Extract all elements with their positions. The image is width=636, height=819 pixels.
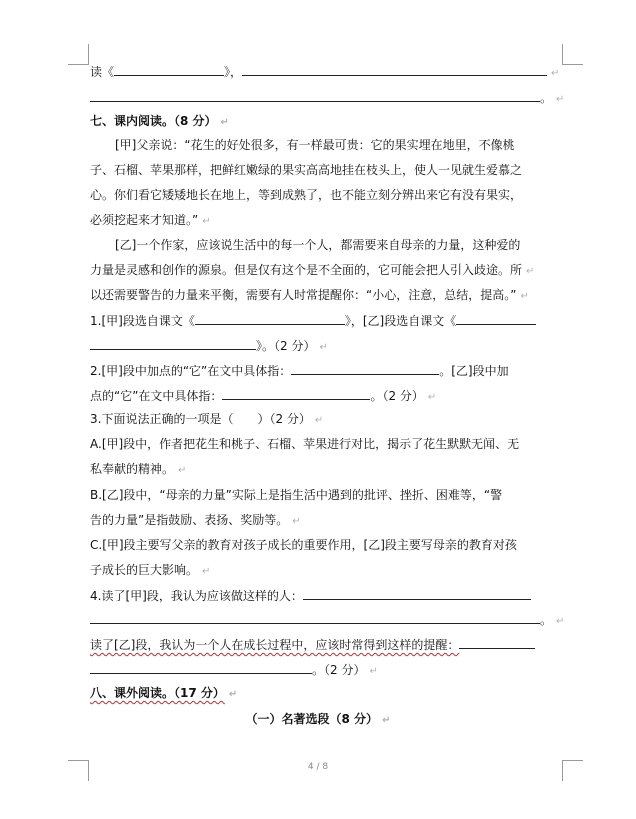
passage-yi-line: 以还需要警告的力量来平衡，需要有人时常提醒你：“小心，注意，总结，提高。” ↵ <box>90 288 529 302</box>
passage-jia-line: 心。你们看它矮矮地长在地上，等到成熟了，也不能立刻分辨出来它有没有果实， <box>90 188 523 202</box>
question-1-cont: 》。（2 分） ↵ <box>90 337 550 356</box>
blank-answer[interactable] <box>222 387 370 400</box>
section-7-title: 七、课内阅读。（8 分） ↵ <box>90 114 229 128</box>
question-2-cont: 点的“它”在文中具体指： 。（2 分） ↵ <box>90 389 437 403</box>
reading-line-1 <box>90 63 560 82</box>
passage-yi-line: 力量是灵感和创作的源泉。但是仅有这个是不全面的，它可能会把人引入歧途。所 ↵ <box>90 263 535 277</box>
question-4: 4.读了[甲]段，我认为应该做这样的人： <box>90 587 550 604</box>
crop-mark-top-right <box>562 44 583 65</box>
section-8-subtitle: （一）名著选段（8 分） ↵ <box>245 712 391 726</box>
crop-mark-top-left <box>68 44 89 65</box>
paragraph-mark-icon: ↵ <box>556 94 565 105</box>
passage-yi-line: [乙]一个作家，应该说生活中的每一个人，都需要来自母亲的力量，这种爱的 <box>115 238 521 252</box>
passage-jia-line: 必须挖起来才知道。” ↵ <box>90 213 211 227</box>
passage-jia-line: 子、石榴、苹果那样，把鲜红嫩绿的果实高高地挂在枝头上，使人一见就生爱慕之 <box>90 163 523 177</box>
text: 。 <box>540 91 553 105</box>
text: 》， <box>224 65 243 79</box>
blank-answer[interactable] <box>90 337 256 350</box>
blank-answer[interactable] <box>303 587 531 600</box>
question-4-yi: 读了[乙]段，我认为一个人在成长过程中，应该时常得到这样的提醒： <box>90 636 550 653</box>
blank-answer[interactable] <box>291 362 439 375</box>
question-1: 1.[甲]段选自课文《 》，[乙]段选自课文《 <box>90 312 550 329</box>
blank-answer[interactable] <box>456 312 536 325</box>
question-4-cont: 。 ↵ <box>90 611 550 630</box>
blank-answer[interactable] <box>459 636 535 649</box>
reading-line-2 <box>90 89 565 108</box>
option-c[interactable]: C.[甲]段主要写父亲的教育对孩子成长的重要作用，[乙]段主要写母亲的教育对孩 <box>90 538 517 552</box>
option-a[interactable]: A.[甲]段中，作者把花生和桃子、石榴、苹果进行对比，揭示了花生默默无闻、无 <box>90 437 520 451</box>
blank-answer[interactable] <box>90 611 540 624</box>
paragraph-mark-icon: ↵ <box>551 68 560 79</box>
section-8-title: 八、课外阅读。（17 分） ↵ <box>90 686 238 700</box>
question-2: 2.[甲]段中加点的“它”在文中具体指： 。[乙]段中加 <box>90 364 509 378</box>
blank-answer[interactable] <box>195 312 345 325</box>
blank-answer[interactable] <box>242 63 547 76</box>
blank-answer[interactable] <box>90 89 540 102</box>
passage-jia-line: [甲]父亲说：“花生的好处很多，有一样最可贵：它的果实埋在地里，不像桃 <box>115 138 515 152</box>
option-a-cont: 私奉献的精神。 ↵ <box>90 462 187 476</box>
option-b[interactable]: B.[乙]段中，“母亲的力量”实际上是指生活中遇到的批评、挫折、困难等，“警 <box>90 488 503 502</box>
question-4-yi-cont: 。（2 分） ↵ <box>90 661 550 680</box>
option-b-cont: 告的力量”是指鼓励、表扬、奖励等。 ↵ <box>90 513 301 527</box>
page-number: 4 / 8 <box>307 762 329 772</box>
question-3-stem: 3.下面说法正确的一项是（ ）（2 分） ↵ <box>90 412 324 426</box>
blank-book-title[interactable] <box>114 63 224 76</box>
option-c-cont: 子成长的巨大影响。 ↵ <box>90 563 211 577</box>
text: 读《 <box>90 65 115 79</box>
blank-answer[interactable] <box>90 661 312 674</box>
